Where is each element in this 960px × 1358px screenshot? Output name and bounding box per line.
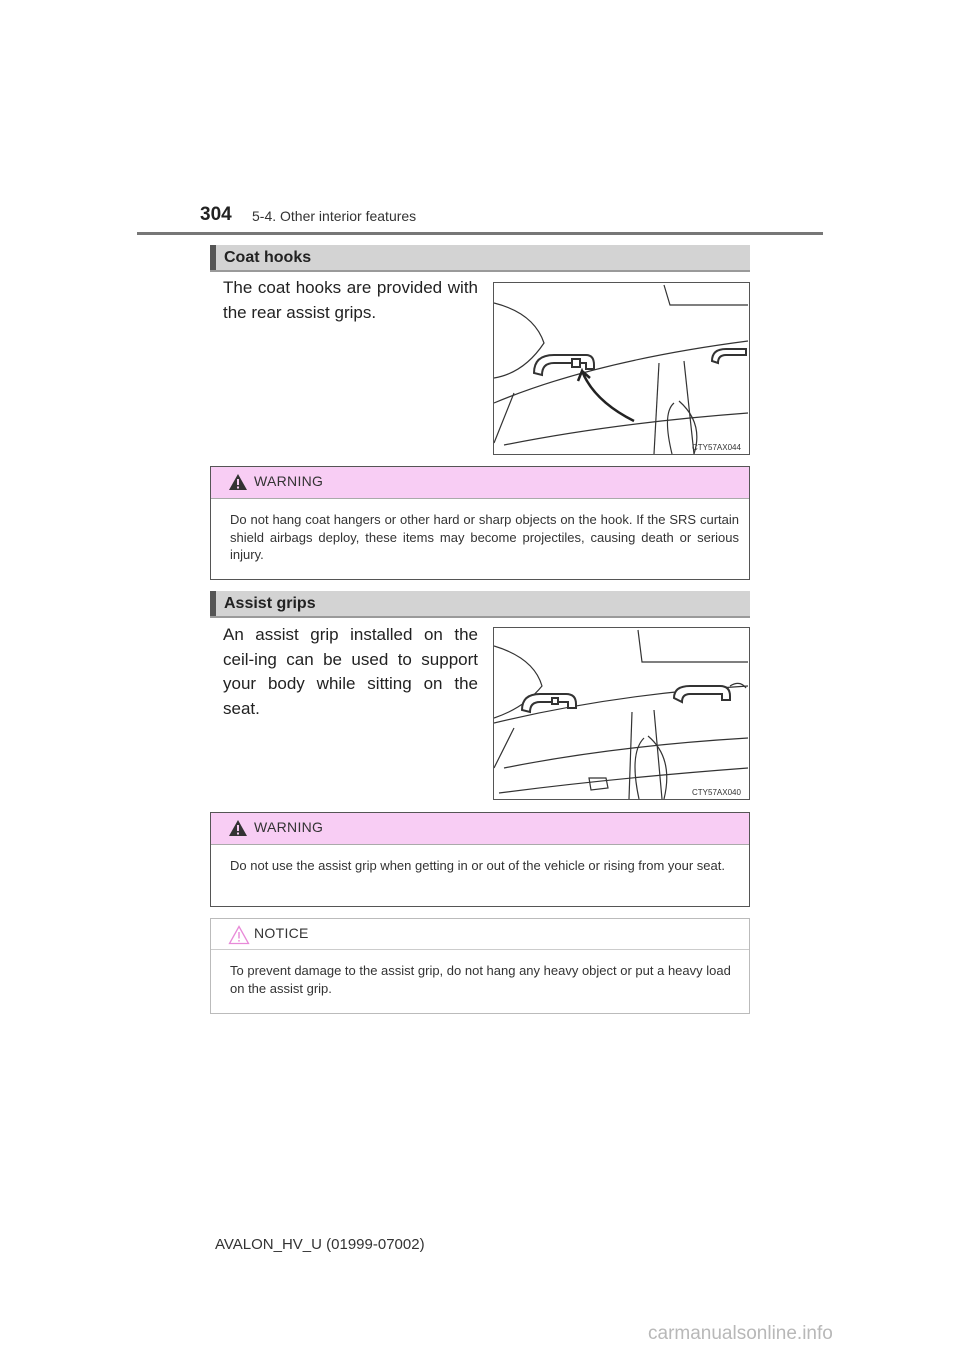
assist-grip-illustration (493, 627, 750, 800)
window-edge (494, 728, 514, 768)
assist-grip-left (522, 694, 576, 712)
pillar-right (654, 710, 662, 799)
footer-document-code: AVALON_HV_U (01999-07002) (215, 1236, 425, 1253)
pillar-left (629, 712, 632, 799)
section-heading-assist-grips (210, 591, 750, 618)
door-handle (589, 778, 608, 790)
section-heading-coat-hooks (210, 245, 750, 272)
notice-label: NOTICE (254, 925, 309, 941)
warning-triangle-icon (228, 473, 248, 491)
notice-triangle-icon (228, 925, 250, 945)
warning-box-coat-hooks (210, 466, 750, 580)
watermark: carmanualsonline.info (648, 1323, 833, 1344)
warning-label: WARNING (254, 819, 324, 835)
section-title: Assist grips (224, 595, 316, 612)
figure-code: CTY57AX040 (692, 788, 741, 797)
section-marker (210, 591, 216, 616)
assist-grip-drawing (494, 628, 749, 799)
header-rule (137, 232, 823, 235)
assist-grips-text: An assist grip installed on the ceil-ing can be used to support your body while sitting on the seat. (223, 625, 478, 718)
assist-grip-right (674, 686, 730, 702)
roof-liner-line (494, 341, 748, 403)
figure-code: CTY57AX044 (692, 443, 741, 452)
warning-box-assist-grips (210, 812, 750, 907)
warning-header (211, 467, 749, 499)
section-title: Coat hooks (224, 249, 312, 266)
window-edge (494, 393, 514, 443)
coat-hook-drawing (494, 283, 749, 454)
coat-hooks-text: The coat hooks are provided with the rear assist grips. (223, 278, 478, 322)
coat-hook (552, 698, 558, 704)
coat-hook (572, 359, 580, 367)
notice-text: To prevent damage to the assist grip, do not hang any heavy object or put a heavy load on the assist grip. (230, 963, 731, 996)
headrest-line (667, 403, 674, 454)
warning-label: WARNING (254, 473, 324, 489)
pillar-line (494, 646, 542, 718)
warning-header (211, 813, 749, 845)
coat-hook-illustration (493, 282, 750, 455)
warning-triangle-icon (228, 819, 248, 837)
pillar-left (654, 363, 659, 454)
notice-box (210, 918, 750, 1014)
notice-header (211, 919, 749, 950)
seat-edge (504, 738, 748, 768)
warning-text: Do not use the assist grip when getting in or out of the vehicle or rising from your seat. (230, 858, 725, 873)
page-number: 304 (200, 204, 232, 225)
roof-edge-line (638, 630, 748, 662)
warning-text: Do not hang coat hangers or other hard or sharp objects on the hook. If the SRS curtain shield airbags deploy, these items may become projectiles, causing death or serious injury. (230, 512, 739, 562)
section-marker (210, 245, 216, 270)
pointer-arrow (578, 371, 634, 421)
roof-edge-line (664, 285, 748, 305)
assist-grip-right (712, 349, 746, 363)
chapter-title: 5-4. Other interior features (252, 208, 417, 224)
